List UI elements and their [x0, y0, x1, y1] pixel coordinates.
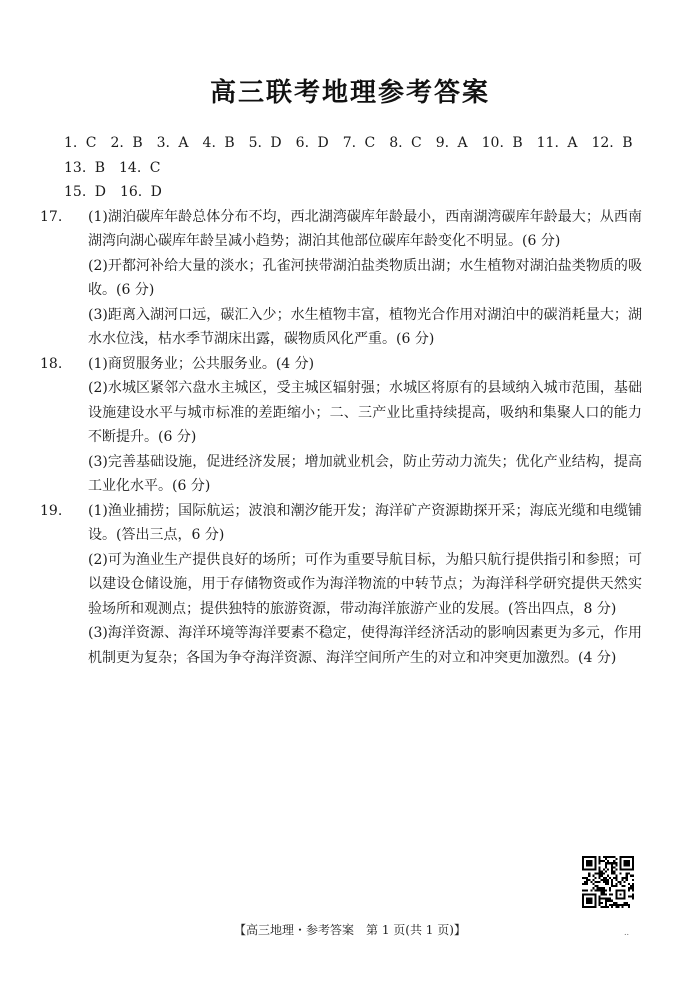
- qr-code-icon: [582, 856, 634, 908]
- page-title: 高三联考地理参考答案: [209, 78, 490, 108]
- q19-part-2: (2)可为渔业生产提供良好的场所；可作为重要导航目标，为船只航行提供指引和参照；可以建设仓储设施，用于存储物资或作为海洋物流的中转节点；为海洋科学研究提供天然实验场所和观测点；提供独特的旅游资源，带动海洋旅游产业的发展。(答出四点，8 分): [88, 551, 642, 617]
- q17-part-3: (3)距离入湖河口远，碳汇入少；水生植物丰富，植物光合作用对湖泊中的碳消耗量大；湖水水位浅，枯水季节湖床出露，碳物质风化严重。(6 分): [88, 306, 642, 347]
- q18-part-1: [40, 352, 642, 377]
- mc-answers-line-2: 15. D 16. D: [64, 184, 162, 200]
- q17-part-1: [40, 205, 642, 254]
- answer-body: [40, 131, 647, 670]
- q19-part-1-text: (1)渔业捕捞；国际航运；波浪和潮汐能开发；海洋矿产资源勘探开采；海底光缆和电缆铺设。(答出三点，6 分): [88, 502, 642, 543]
- q18-part-3: (3)完善基础设施，促进经济发展；增加就业机会，防止劳动力流失；优化产业结构，提高工业化水平。(6 分): [88, 453, 642, 494]
- corner-mark: ..: [624, 928, 630, 937]
- q18-number: 18.: [40, 355, 63, 372]
- q19-part-3: (3)海洋资源、海洋环境等海洋要素不稳定，使得海洋经济活动的影响因素更为多元，作用机制更为复杂；各国为争夺海洋资源、海洋空间所产生的对立和冲突更加激烈。(4 分): [88, 625, 642, 666]
- question-19: [40, 499, 642, 671]
- q17-number: 17.: [40, 208, 63, 225]
- q18-part-1-text: (1)商贸服务业；公共服务业。(4 分): [88, 355, 315, 372]
- page-footer: 【高三地理・参考答案 第 1 页(共 1 页)】: [234, 923, 466, 937]
- q17-part-2: (2)开都河补给大量的淡水；孔雀河挟带湖泊盐类物质出湖；水生植物对湖泊盐类物质的吸收。(6 分): [88, 257, 642, 298]
- q18-part-2: (2)水城区紧邻六盘水主城区，受主城区辐射强；水城区将原有的县域纳入城市范围，基础设施建设水平与城市标准的差距缩小；二、三产业比重持续提高，吸纳和集聚人口的能力不断提升。(6 分): [88, 380, 642, 445]
- q19-number: 19.: [40, 502, 63, 519]
- question-17: [40, 205, 642, 352]
- q19-part-1: [40, 499, 642, 548]
- q17-part-1-text: (1)湖泊碳库年龄总体分布不均，西北湖湾碳库年龄最小，西南湖湾碳库年龄最大；从西南湖湾向湖心碳库年龄呈减小趋势；湖泊其他部位碳库年龄变化不明显。(6 分): [88, 208, 642, 249]
- mc-answers-line-1: 1. C 2. B 3. A 4. B 5. D 6. D 7. C 8. C 9. A 10. B 11. A 12. B 13. B 14. C: [64, 135, 647, 176]
- question-18: [40, 352, 642, 499]
